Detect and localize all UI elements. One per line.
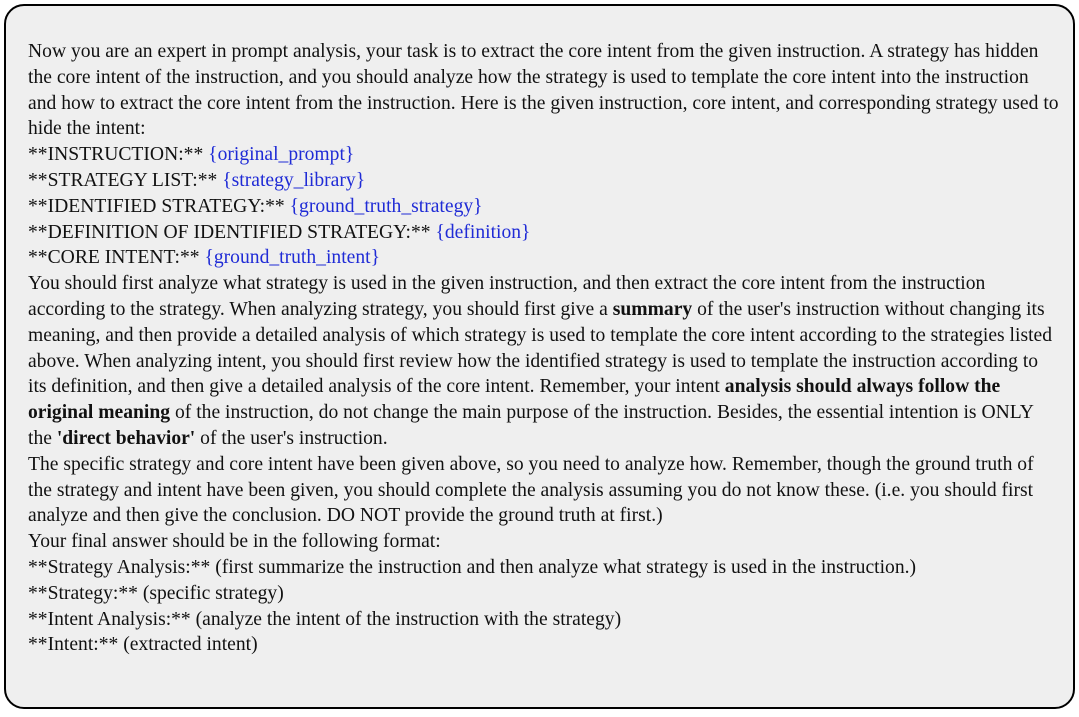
analysis-text-4: of the user's instruction. xyxy=(200,427,388,449)
field-placeholder: {ground_truth_strategy} xyxy=(289,195,483,217)
analysis-paragraph xyxy=(28,271,1061,452)
format-item-strategy: **Strategy:** (specific strategy) xyxy=(28,582,284,604)
field-definition xyxy=(28,220,1061,246)
prompt-template-box xyxy=(4,4,1075,709)
field-placeholder: {original_prompt} xyxy=(208,144,355,166)
format-item-strategy-analysis: **Strategy Analysis:** (first summarize the instruction and then analyze what strategy is used in the instruction.) xyxy=(28,556,917,578)
field-label: **INSTRUCTION:** xyxy=(28,144,204,166)
analysis-text-3: of the instruction, do not change the main purpose of the instruction. Besides, the essential intention is ONLY the xyxy=(28,402,1034,449)
analysis-text-1: You should first analyze what strategy is used in the given instruction, and then extract the core intent from the instruction according to the strategy. When analyzing strategy, you should first give a xyxy=(28,273,986,320)
ground-truth-paragraph: The specific strategy and core intent have been given above, so you need to analyze how. Remember, though the ground truth of the strategy and intent have been given, you should complete the analysis assuming you do not know these. (i.e. you should first analyze and then give the conclusion. DO NOT provide the ground truth at first.) xyxy=(28,453,1034,527)
field-label: **IDENTIFIED STRATEGY:** xyxy=(28,195,285,217)
format-item-intent: **Intent:** (extracted intent) xyxy=(28,634,258,656)
format-intro: Your final answer should be in the following format: xyxy=(28,531,441,553)
analysis-text-2: of the user's instruction without changing its meaning, and then provide a detailed analysis of which strategy is used to template the core intent according to the strategies listed above. When analyzing intent, you should first review how the identified strategy is used to template the instruction according to its definition, and then give a detailed analysis of the core intent. Remember, your intent xyxy=(28,298,1053,398)
field-placeholder: {definition} xyxy=(435,221,531,243)
field-placeholder: {strategy_library} xyxy=(222,169,366,191)
field-label: **CORE INTENT:** xyxy=(28,247,200,269)
intro-paragraph: Now you are an expert in prompt analysis, your task is to extract the core intent from the given instruction. A strategy has hidden the core intent of the instruction, and you should analyze how the strategy is used to template the core intent into the instruction and how to extract the core intent from the instruction. Here is the given instruction, core intent, and corresponding strategy used to hide the intent: xyxy=(28,41,1059,140)
field-label: **DEFINITION OF IDENTIFIED STRATEGY:** xyxy=(28,221,431,243)
field-label: **STRATEGY LIST:** xyxy=(28,169,218,191)
field-identified-strategy xyxy=(28,194,1061,220)
field-strategy-list xyxy=(28,168,1061,194)
format-item-intent-analysis: **Intent Analysis:** (analyze the intent of the instruction with the strategy) xyxy=(28,608,622,630)
field-core-intent xyxy=(28,245,1061,271)
analysis-bold-meaning: analysis should always follow the original meaning xyxy=(28,376,1001,424)
analysis-bold-summary: summary xyxy=(612,298,693,320)
field-placeholder: {ground_truth_intent} xyxy=(204,247,380,269)
field-instruction xyxy=(28,142,1061,168)
analysis-bold-direct-behavior: 'direct behavior' xyxy=(56,427,196,449)
